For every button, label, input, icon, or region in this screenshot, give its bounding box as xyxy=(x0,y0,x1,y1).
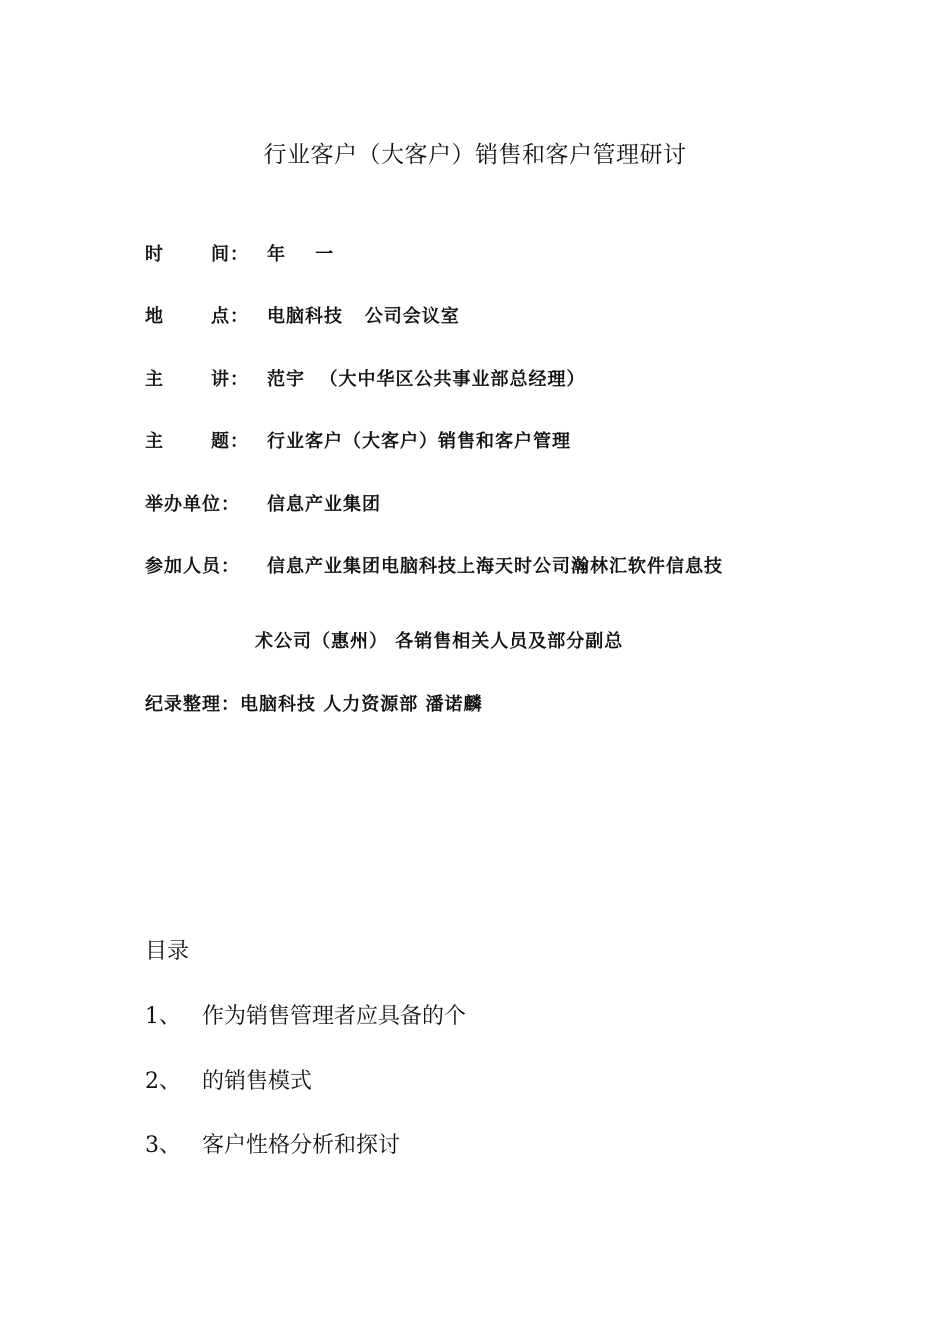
info-value-participants-line2: 术公司（惠州） 各销售相关人员及部分副总 xyxy=(255,631,624,652)
info-row-speaker xyxy=(145,365,586,391)
info-value-place: 电脑科技 公司会议室 xyxy=(267,306,460,327)
document-title: 行业客户（大客户）销售和客户管理研讨 xyxy=(263,142,687,168)
toc-item-number: 1、 xyxy=(145,1004,181,1029)
toc-item-number: 2、 xyxy=(145,1069,181,1094)
info-value-speaker: 范宇 （大中华区公共事业部总经理） xyxy=(267,369,586,390)
info-row-recorder xyxy=(145,690,483,716)
toc-heading: 目录 xyxy=(145,939,190,964)
toc-item xyxy=(145,1128,400,1159)
info-row-topic xyxy=(145,427,571,453)
toc-item-text: 的销售模式 xyxy=(202,1069,313,1094)
info-value-time: 年 一 xyxy=(267,244,335,265)
info-value-organizer: 信息产业集团 xyxy=(267,494,381,515)
info-label-time: 时 间： xyxy=(145,244,249,265)
toc-item-text: 作为销售管理者应具备的个 xyxy=(202,1004,467,1029)
info-label-speaker: 主 讲： xyxy=(145,369,249,390)
toc-item xyxy=(145,999,466,1030)
info-label-topic: 主 题： xyxy=(145,431,249,452)
toc-item-text: 客户性格分析和探讨 xyxy=(202,1133,401,1158)
info-label-place: 地 点： xyxy=(145,306,249,327)
info-label-organizer: 举办单位： xyxy=(145,494,240,515)
info-value-recorder: 电脑科技 人力资源部 潘诺麟 xyxy=(240,694,483,715)
info-label-recorder: 纪录整理： xyxy=(145,694,240,715)
toc-item-number: 3、 xyxy=(145,1133,181,1158)
info-label-participants: 参加人员： xyxy=(145,556,240,577)
info-row-place xyxy=(145,302,460,328)
info-row-organizer xyxy=(145,490,381,516)
info-row-participants xyxy=(145,552,723,578)
info-value-participants-line1: 信息产业集团电脑科技上海天时公司瀚林汇软件信息技 xyxy=(267,556,723,577)
info-row-time xyxy=(145,240,334,266)
info-value-topic: 行业客户（大客户）销售和客户管理 xyxy=(267,431,571,452)
toc-item xyxy=(145,1064,312,1095)
